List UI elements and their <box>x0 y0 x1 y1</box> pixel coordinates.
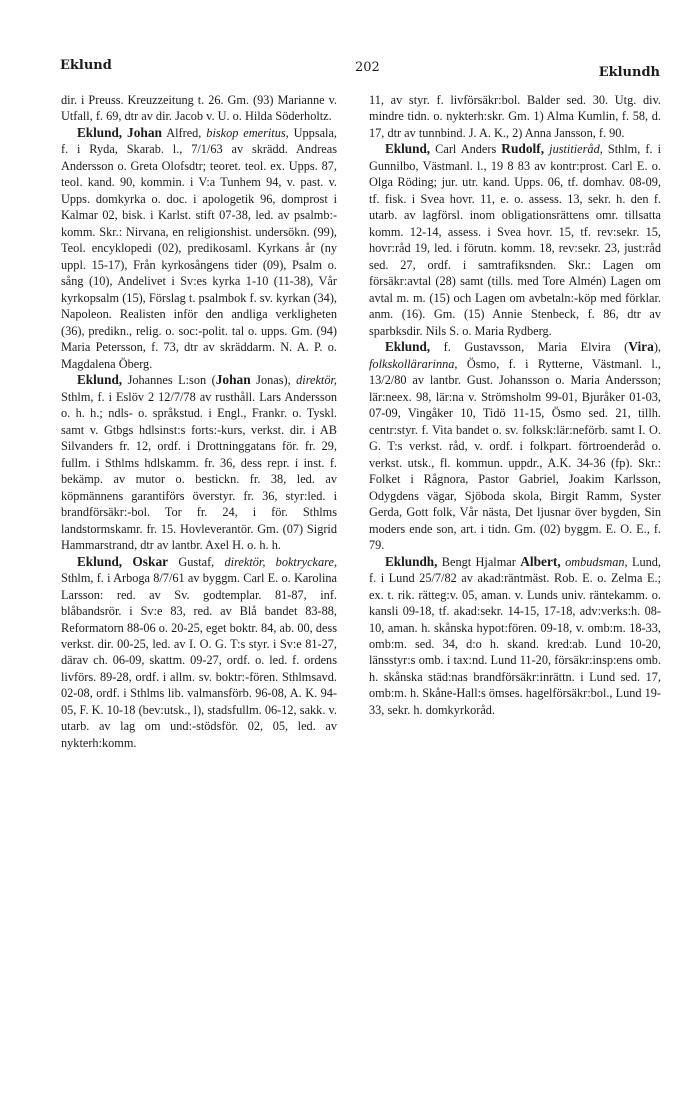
entry-title: direktör, <box>296 373 337 388</box>
right-column <box>369 92 661 718</box>
entry-eklund-rudolf: Eklund, Carl Anders Rudolf, justitieråd, Sthlm, f. i Gunnilbo, Västmanl. l., 19 8 83 av kontr:prost. Carl E. o. Olga Röding; jur. utr. kand. Upps. 06, tf. domhav. 08-09, tf. fisk. i Svea hovr. 11, e. o. assess. 13, sekr. h. den f. utarb. av lagförsl. inom obligationsrättens omr. tillsatta komm. 12-14, assess. i Svea hovr. 15, tf. rev:sekr. 15, hovr:råd 19, led. i förutn. komm. 18, rev:sekr. 23, just:råd sed. 27, ordf. i samtrafiksnden. Skr.: Lagen om försäkr:avtal (28) samt (tills. med Tore Almén) Lagen om avtal m. m. (15) och Lagen om avbetaln:-köp med förklar. anm. (16). Gm. (15) Annie Stenbeck, f. 86, dtr av sparbksdir. Nils S. o. Maria Rydberg. <box>369 141 662 338</box>
entry-text: Uppsala, f. i Ryda, Skarab. l., 7/1/63 av skrädd. Andreas Andersson o. Greta Olofsdtr; teoret. teol. ex. Upps. 87, teol. kand. 90, kommin. i V:a Tunhem 94, v. past. v. Upps. domkyrka o. doc. i apologetik 96, domprost i Kalmar 02, bisk. i Karlst. stift 07-38, led. av psalmb:-komm. Skr.: Nirvana, en religionshist. undersökn. (99), Teol. encyklopedi (02), predikosaml. Kyrkans år (ny uppl. 15-17), Från kyrkosångens tider (09), Psalm o. sång (10), Andelivet i Sv:es kyrka 1-10 (11-38), Vår kyrkopsalm (15), Förslag t. psalmbok f. sv. kyrkan (34), Napoleon. Realisten inför den andliga verkligheten (36), predikn., relig. o. soc:-polit. tal o. upps. Gm. (94) Maria Petersson, f. 73, dtr av skräddarm. N. A. P. o. Magdalena Öberg. <box>61 125 338 371</box>
entry-text: Sthlm, f. i Arboga 8/7/61 av byggm. Carl E. o. Karolina Larsson: red. av Sv. godtemplar. 81-87, inf. blåbandsrör. i Sv:e 83, red. av Blå bandet 83-88, Reformatorn 88-06 o. 20-25, eget boktr. 84, ab. 00, dess verkst. dir. 00-25, led. av I. O. G. T:s styr. i Sv:e 81-27, därav ch. 06-09, skattm. 09-27, ordf. o. led. f. ordens livförs. 89-28, ordf. i allm. sv. boktr:-fören. Sthlmsavd. 02-08, ordf. i Sthlms lib. valmansförb. 96-08, A. K. 94-05, F. K. 10-18 (bev:utsk., l), stadsfullm. 06-12, sakk. v. utarb. av lag om und:-stödsför. 02, 05, led. av nykterh:komm. <box>61 571 337 750</box>
entry-headword: Eklundh, <box>385 553 438 569</box>
entry-given-name: Rudolf, <box>501 141 545 157</box>
entry-title: folkskollärarinna, <box>369 356 458 371</box>
entry-given-name: Vira <box>628 339 654 355</box>
entry-headword: Eklund, <box>385 339 431 355</box>
entry-eklund-johan-alfred: Eklund, Johan Alfred, biskop emeritus, Uppsala, f. i Ryda, Skarab. l., 7/1/63 av skrädd. Andreas Andersson o. Greta Olofsdtr; teoret. teol. ex. Upps. 87, teol. kand. 90, kommin. i V:a Tunhem 94, v. past. v. Upps. domkyrka o. doc. i apologetik 96, domprost i Kalmar 02, bisk. i Karlst. stift 07-38, led. av psalmb:-komm. Skr.: Nirvana, en religionshist. undersökn. (99), Teol. encyklopedi (02), predikosaml. Kyrkans år (ny uppl. 15-17), Från kyrkosångens tider (09), Psalm o. sång (10), Andelivet i Sv:es kyrka 1-10 (11-38), Vår kyrkopsalm (15), Förslag t. psalmbok f. sv. kyrkan (34), Napoleon. Realisten inför den andliga verkligheten (36), predikn., relig. o. soc:-polit. tal o. upps. Gm. (94) Maria Petersson, f. 73, dtr av skräddarm. N. A. P. o. Magdalena Öberg. <box>61 124 338 371</box>
entry-text: Sthlm, f. i Gunnilbo, Västmanl. l., 19 8 83 av kontr:prost. Carl E. o. Olga Röding; jur. utr. kand. Upps. 06, tf. domhav. 08-09, tf. fisk. i Svea hovr. 11, e. o. assess. 13, sekr. h. den f. utarb. av lagförsl. inom obligationsrättens omr. tillsatta komm. 12-14, assess. i Svea hovr. 15, tf. rev:sekr. 15, hovr:råd 19, led. i förutn. komm. 18, rev:sekr. 23, just:råd sed. 27, ordf. i samtrafiksnden. Skr.: Lagen om försäkr:avtal (28) samt (tills. med Tore Almén) Lagen om avtal m. m. (15) och Lagen om avbetaln:-köp med förklar. anm. (16). Gm. (15) Annie Stenbeck, f. 86, dtr av sparbksdir. Nils S. o. Maria Rydberg. <box>369 142 662 338</box>
entry-text: Ösmo, f. i Rytterne, Västmanl. l., 13/2/80 av lantbr. Gust. Johansson o. Maria Andersson; lär:neex. 98, lär:na v. Strömsholm 99-01, Bjuråker 01-03, 07-09, Vingåker 10, Tidö 11-15, Ösmo sed. 21, tillh. centr:styr. f. Vita bandet o. sv. folksk:lär:neförb. samt I. O. G. T:s verkst. råd, v. ordf. i folkpart. förtroenderåd o. verkst. utsk., fl. kommun. uppdr., A.K. 34-36 (fp). Skr.: Folket i Rågnora, Pastor Gabriel, Joakim Karlsson, Odygdens vägar, Sjöboda skola, Birgit Ramm, Syster Gerda, Gott folk, Vår nästa, Det ljusnar över bygden, Sin moders ende son, art. i tidn. Gm. (02) byggm. E. O. E., f. 79. <box>369 356 661 553</box>
entry-eklund-vira: Eklund, f. Gustavsson, Maria Elvira (Vira), folkskollärarinna, Ösmo, f. i Rytterne, Västmanl. l., 13/2/80 av lantbr. Gust. Johansson o. Maria Andersson; lär:neex. 98, lär:na v. Strömsholm 99-01, Bjuråker 01-03, 07-09, Vingåker 10, Tidö 11-15, Ösmo sed. 21, tillh. centr:styr. f. Vita bandet o. sv. folksk:lär:neförb. samt I. O. G. T:s verkst. råd, v. ordf. i folkpart. förtroenderåd o. verkst. utsk., fl. kommun. uppdr., A.K. 34-36 (fp). Skr.: Folket i Rågnora, Pastor Gabriel, Joakim Karlsson, Odygdens vägar, Sjöboda skola, Birgit Ramm, Syster Gerda, Gott folk, Vår nästa, Det ljusnar över bygden, Sin moders ende son, art. i tidn. Gm. (02) byggm. E. O. E., f. 79. <box>369 339 661 553</box>
entry-given-name: Johan <box>127 124 162 140</box>
entry-given-name: Oskar <box>132 553 169 569</box>
entry-title: justitieråd, <box>549 142 603 157</box>
entry-text: Sthlm, f. i Eslöv 2 12/7/78 av rusthåll. Lars Andersson o. h. h.; ndls- o. språkstud. i Engl., Frankr. o. Tyskl. samt v. Gtbgs hdlsinst:s forts:-kurs, verkst. dir. i AB Silvanders fr. 12, ordf. i Drottninggatans för. fr. 29, fullm. i Sthlms hdlskamm. fr. 36, dess repr. i inst. f. bekämp. av mutor o. bestickn. fr. 38, led. av köpmännens garantiförs överstyr. fr. 36, styr:led. i brandförsäkr:-bol. Tor fr. 24, i för. Sthlms landstormskamr. fr. 15. Hovleverantör. Gm. (07) Sigrid Hammarstrand, dtr av lantbr. Axel H. o. h. h. <box>61 389 337 553</box>
entry-headword: Eklund, <box>385 141 431 157</box>
entry-title: direktör, boktryckare, <box>224 554 338 569</box>
left-column <box>61 92 337 751</box>
entry-headword: Eklund, <box>77 372 123 388</box>
page-number: 202 <box>355 60 380 75</box>
entry-eklundh-albert: Eklundh, Bengt Hjalmar Albert, ombudsman, Lund, f. i Lund 25/7/82 av akad:räntmäst. Rob. E. o. Zelma E.; ex. t. rik. rätteg:v. 05, aman. v. Lunds univ. räntekamm. o. kansli 09-18, tf. akad:sekr. 14-15, 17-18, adv:verks:h. 08-10, aman. h. skånska hypot:fören. 09-18, v. omb:m. 18-33, omb:m. sed. 34, d:o h. skand. kred:ab. Lund 10-20, länsstyr:s omb. i tax:nd. Lund 11-20, försäkr:insp:ens omb. h. skånska städ:nas brandförsäkr:inrättn. i Lund sed. 17, omb:m. h. Skåne-Hall:s ömses. hagelförsäkr:bol., Lund 19-33, sekr. h. domkyrkoråd. <box>369 553 662 717</box>
header-first-headword: Eklund <box>60 58 112 73</box>
entry-headword: Eklund, <box>77 553 123 569</box>
entry-continuation: 11, av styr. f. livförsäkr:bol. Balder sed. 30. Utg. div. mindre tidn. o. nykterh:skr. Gm. 1) Alma Kumlin, f. 58, d. 17, dtr av tunnbind. J. A. K., 2) Anna Jansson, f. 90. <box>369 93 661 140</box>
entry-title: ombudsman, <box>565 554 628 569</box>
entry-text: Lund, f. i Lund 25/7/82 av akad:räntmäst. Rob. E. o. Zelma E.; ex. t. rik. rätteg:v. 05, aman. v. Lunds univ. räntekamm. o. kansli 09-18, tf. akad:sekr. 14-15, 17-18, adv:verks:h. 08-10, aman. h. skånska hypot:fören. 09-18, v. omb:m. 18-33, omb:m. sed. 34, d:o h. skand. kred:ab. Lund 10-20, länsstyr:s omb. i tax:nd. Lund 11-20, försäkr:insp:ens omb. h. skånska städ:nas brandförsäkr:inrättn. i Lund sed. 17, omb:m. h. Skåne-Hall:s ömses. hagelförsäkr:bol., Lund 19-33, sekr. h. domkyrkoråd. <box>369 554 662 717</box>
entry-given-name: Johan <box>215 372 251 388</box>
entry-continuation: dir. i Preuss. Kreuzzeitung t. 26. Gm. (93) Marianne v. Utfall, f. 69, dtr av dir. Jacob v. U. o. Hilda Söderholtz. <box>61 93 337 124</box>
entry-eklund-oskar: Eklund, Oskar Gustaf, direktör, boktryckare, Sthlm, f. i Arboga 8/7/61 av byggm. Carl E. o. Karolina Larsson: red. av Sv. godtemplar. 81-87, inf. blåbandsrör. i Sv:e 83, red. av Blå bandet 83-88, Reformatorn 88-06 o. 20-25, eget boktr. 84, ab. 00, dess verkst. dir. 00-25, led. av I. O. G. T:s styr. i Sv:e 81-27, därav ch. 06-09, skattm. 09-27, ordf. o. led. f. ordens livförs. 89-28, ordf. i allm. sv. boktr:-fören. Sthlmsavd. 02-08, ordf. i Sthlms lib. valmansförb. 96-08, A. K. 94-05, F. K. 10-18 (bev:utsk., l), stadsfullm. 06-12, sakk. v. utarb. av lag om und:-stödsför. 02, 05, led. av nykterh:komm. <box>61 553 338 750</box>
entry-given-name: Albert, <box>520 553 561 569</box>
entry-eklund-johan-jonas: Eklund, Johannes L:son (Johan Jonas), direktör, Sthlm, f. i Eslöv 2 12/7/78 av rusthåll. Lars Andersson o. h. h.; ndls- o. språkstud. i Engl., Frankr. o. Tyskl. samt v. Gtbgs hdlsinst:s forts:-kurs, verkst. dir. i AB Silvanders fr. 12, ordf. i Drottninggatans för. fr. 29, fullm. i Sthlms hdlskamm. fr. 36, dess repr. i inst. f. bekämp. av mutor o. bestickn. fr. 38, led. av köpmännens garantiförs överstyr. fr. 36, styr:led. i brandförsäkr:-bol. Tor fr. 24, i för. Sthlms landstormskamr. fr. 15. Hovleverantör. Gm. (07) Sigrid Hammarstrand, dtr av lantbr. Axel H. o. h. h. <box>61 372 337 553</box>
running-head <box>60 50 660 80</box>
header-last-headword: Eklundh <box>598 65 660 80</box>
entry-title: biskop emeritus, <box>206 125 289 140</box>
entry-headword: Eklund, <box>77 124 123 140</box>
